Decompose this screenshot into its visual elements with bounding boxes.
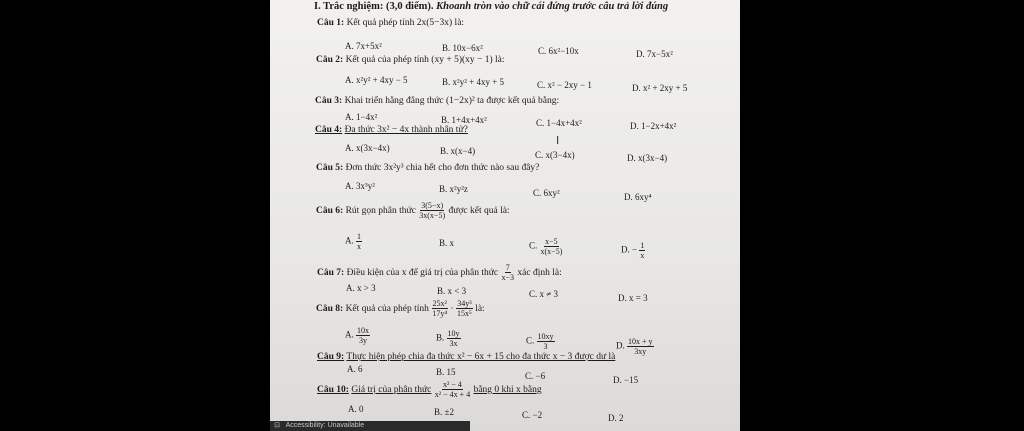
section-title: I. Trắc nghiệm: (3,0 điểm).	[314, 1, 434, 12]
option-letter: D.	[616, 340, 625, 351]
question-9	[317, 352, 615, 363]
question-text-end: xác định là:	[517, 268, 562, 278]
fraction-numerator: 7	[505, 263, 510, 273]
question-text: Khai triển hằng đẳng thức (1−2x)² ta được kết quả bằng:	[344, 96, 560, 106]
question-fraction	[501, 263, 516, 282]
fraction-denominator: 3x(x−5)	[419, 211, 446, 221]
question-8	[316, 298, 485, 320]
fraction-numerator: 1	[357, 232, 361, 241]
q10-option-c[interactable]: C. −2	[522, 410, 543, 420]
q8-option-a[interactable]	[345, 326, 370, 345]
fraction-numerator: x² − 4	[443, 380, 462, 390]
fraction-denominator: x	[357, 242, 361, 251]
question-text: Thực hiện phép chia đa thức x² − 6x + 15 cho đa thức x − 3 được dư là	[346, 352, 616, 362]
question-text: Đơn thức 3x²y³ chia hết cho đơn thức nào sau đây?	[345, 163, 540, 173]
q5-option-d[interactable]: D. 6xy⁴	[624, 192, 652, 202]
question-label: Câu 8:	[316, 304, 344, 314]
q6-option-d[interactable]	[621, 241, 645, 260]
fraction-numerator: 25x²	[432, 299, 447, 309]
option-letter: B.	[439, 238, 448, 248]
q7-option-b[interactable]: B. x < 3	[437, 286, 467, 296]
q3-option-c[interactable]: C. 1−4x+4x²	[536, 118, 582, 128]
option-letter: D.	[621, 244, 630, 255]
fraction-denominator: x	[640, 251, 645, 260]
q9-option-c[interactable]: C. −6	[525, 371, 546, 381]
q8-option-b[interactable]	[436, 329, 461, 348]
q4-option-d[interactable]: D. x(3x−4)	[627, 153, 668, 163]
multiply-dot: ·	[450, 304, 454, 314]
q5-option-a[interactable]: A. 3x³y²	[345, 181, 375, 191]
question-10	[317, 379, 542, 401]
q5-option-c[interactable]: C. 6xy²	[533, 188, 560, 198]
q6-option-c[interactable]	[529, 237, 563, 256]
fraction-numerator: 10x	[357, 326, 369, 335]
q1-option-c[interactable]: C. 6x²−10x	[538, 46, 579, 56]
q7-option-c[interactable]: C. x ≠ 3	[529, 289, 558, 299]
question-text: Điều kiện của x để giá trị của phân thức	[346, 268, 499, 278]
question-3	[315, 96, 559, 107]
q3-option-b[interactable]: B. 1+4x+4x²	[441, 115, 487, 125]
question-text: Kết quả của phép tính	[345, 304, 429, 314]
q2-option-d[interactable]: D. x² + 2xy + 5	[632, 83, 688, 93]
question-4	[315, 125, 468, 136]
q4-option-c[interactable]: C. x(3−4x)	[535, 150, 575, 160]
question-fraction	[434, 380, 471, 399]
question-text-end: bằng 0 khi x bằng	[473, 385, 542, 395]
exam-paper	[270, 0, 740, 431]
fraction-numerator: 34y³	[457, 299, 472, 309]
fraction-denominator: x(x−5)	[540, 247, 563, 256]
option-fraction	[540, 237, 564, 256]
q9-option-a[interactable]: A. 6	[347, 364, 363, 374]
question-fraction-1	[431, 299, 448, 318]
option-letter: C.	[529, 240, 538, 251]
q3-option-d[interactable]: D. 1−2x+4x²	[630, 121, 677, 131]
option-letter: C.	[526, 335, 535, 346]
question-label: Câu 4:	[315, 125, 343, 135]
fraction-denominator: 17y⁴	[432, 309, 448, 319]
section-header	[314, 1, 668, 12]
question-text: Kết quả của phép tính (xy + 5)(xy − 1) là:	[345, 55, 505, 65]
question-text: Đa thức 3x² − 4x thành nhân tử?	[344, 125, 468, 135]
fraction-numerator: 10x + y	[628, 337, 653, 346]
option-letter: B.	[436, 332, 445, 343]
page-icon: ⊡	[274, 422, 280, 429]
question-label: Câu 6:	[316, 206, 344, 216]
q1-option-b[interactable]: B. 10x−6x²	[442, 43, 483, 53]
question-text: Kết quả phép tính 2x(5−3x) là:	[346, 18, 465, 28]
fraction-denominator: 3xy	[634, 347, 647, 356]
q8-option-d[interactable]	[616, 337, 654, 356]
question-label: Câu 1:	[317, 18, 345, 28]
fraction-numerator: 1	[640, 241, 645, 250]
question-text-end: là:	[475, 304, 485, 314]
question-text: Rút gọn phân thức	[345, 206, 416, 216]
question-fraction-2	[456, 299, 473, 318]
question-6	[316, 200, 510, 222]
question-1	[317, 18, 464, 29]
option-letter: A.	[345, 235, 354, 246]
section-instruction: Khoanh tròn vào chữ cái đứng trước câu trả lời đúng	[436, 1, 669, 12]
option-sign: −	[632, 244, 638, 255]
option-fraction	[639, 241, 645, 260]
q7-option-d[interactable]: D. x = 3	[618, 293, 648, 303]
option-fraction	[537, 332, 555, 351]
q3-option-a[interactable]: A. 1−4x²	[345, 112, 378, 122]
fraction-denominator: 3x	[449, 339, 458, 348]
q7-option-a[interactable]: A. x > 3	[346, 283, 376, 293]
q1-option-d[interactable]: D. 7x−5x²	[636, 49, 673, 59]
q4-option-b[interactable]: B. x(x−4)	[440, 146, 476, 156]
q8-option-c[interactable]	[526, 332, 555, 351]
fraction-denominator: 3	[543, 342, 548, 351]
fraction-numerator: 10y	[447, 329, 460, 338]
question-7	[317, 262, 562, 284]
question-label: Câu 5:	[316, 163, 344, 173]
option-text: x	[449, 238, 455, 248]
fraction-denominator: 3y	[359, 336, 367, 345]
q6-option-a[interactable]	[345, 232, 362, 251]
fraction-denominator: 15x⁵	[457, 309, 472, 319]
question-label: Câu 2:	[316, 55, 344, 65]
question-5	[316, 163, 539, 174]
question-label: Câu 9:	[317, 352, 345, 362]
question-fraction	[418, 201, 446, 220]
accessibility-status[interactable]: Accessibility: Unavailable	[285, 422, 365, 429]
fraction-denominator: x−3	[501, 273, 515, 283]
q9-option-d[interactable]: D. −15	[613, 375, 639, 385]
q4-option-a[interactable]: A. x(3x−4x)	[345, 143, 390, 153]
q9-option-b[interactable]: B. 15	[436, 367, 456, 377]
text-cursor-icon: I	[556, 134, 560, 147]
option-fraction	[447, 329, 461, 348]
q1-option-a[interactable]: A. 7x+5x²	[345, 41, 382, 51]
q2-option-a[interactable]: A. x²y² + 4xy − 5	[345, 75, 408, 85]
question-text-end: được kết quả là:	[448, 206, 510, 216]
fraction-numerator: 10xy	[537, 332, 554, 341]
fraction-denominator: x² − 4x + 4	[434, 390, 471, 400]
option-letter: A.	[345, 329, 354, 340]
question-text: Giá trị của phân thức	[351, 385, 432, 395]
q10-option-a[interactable]: A. 0	[348, 404, 364, 414]
q6-option-b[interactable]	[439, 238, 454, 248]
status-bar	[270, 421, 470, 431]
q10-option-b[interactable]: B. ±2	[434, 407, 454, 417]
question-label: Câu 3:	[315, 96, 343, 106]
q2-option-c[interactable]: C. x² − 2xy − 1	[537, 80, 592, 90]
q2-option-b[interactable]: B. x²y² + 4xy + 5	[442, 77, 505, 87]
question-label: Câu 7:	[317, 268, 345, 278]
option-fraction	[627, 337, 654, 356]
q5-option-b[interactable]: B. x²y²z	[439, 184, 468, 194]
question-label: Câu 10:	[317, 385, 349, 395]
q10-option-d[interactable]: D. 2	[608, 413, 624, 423]
fraction-numerator: 3(5−x)	[421, 201, 444, 211]
fraction-numerator: x−5	[545, 237, 558, 246]
question-2	[316, 55, 505, 66]
option-fraction	[356, 232, 362, 251]
option-fraction	[356, 326, 370, 345]
